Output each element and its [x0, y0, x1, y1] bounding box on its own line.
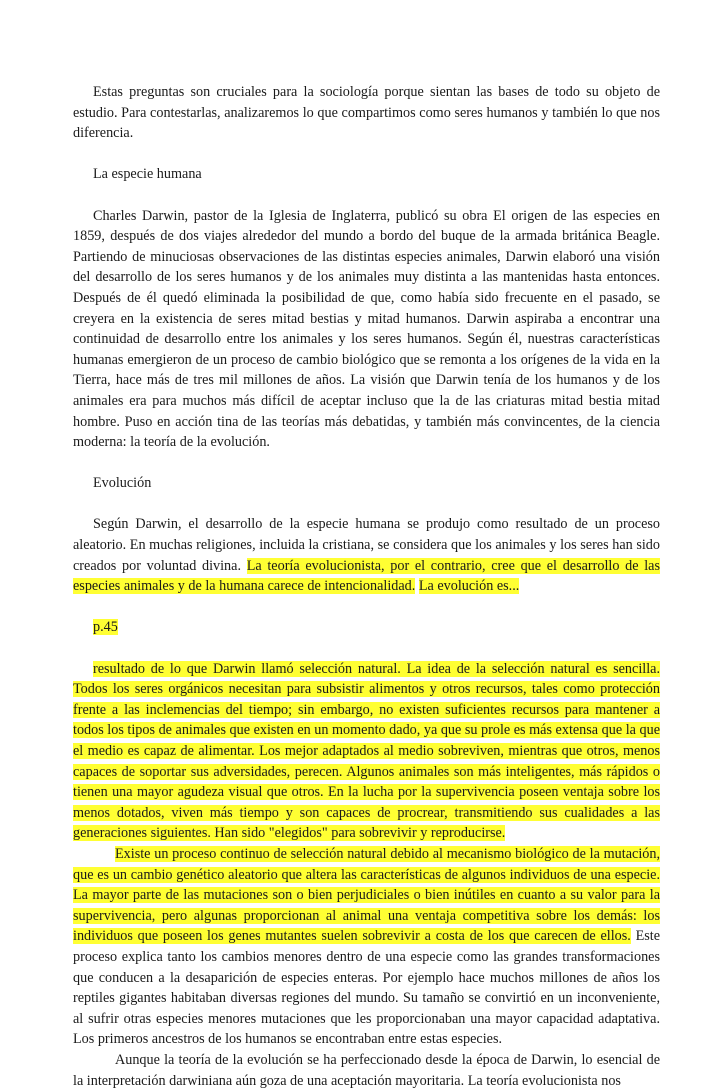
- document-page: [73, 82, 660, 1091]
- paragraph-seleccion-natural: [73, 659, 660, 844]
- section-heading-evolucion: Evolución: [93, 475, 152, 492]
- page-marker: [73, 617, 660, 638]
- highlighted-text: La teoría evolucionista, por el contrario, cree que el desarrollo de las especies animales y de la humana carece de intencionalidad.: [73, 557, 660, 595]
- highlighted-text: Existe un proceso continuo de selección natural debido al mecanismo biológico de la mutación, que es un cambio genético aleatorio que altera las características de algunos individuos de una especie. La mayor parte de las mutaciones son o bien perjudiciales o bien inútiles en cuanto a su valor para la supervivencia, pero algunas proporcionan al animal una ventaja competitiva sobre los demás: los individuos que poseen los genes mutantes suelen sobrevivir a costa de los que carecen de ellos.: [73, 845, 660, 945]
- paragraph-mutacion-text: Este proceso explica tanto los cambios menores dentro de una especie como las grandes transformaciones que conducen a la desaparición de especies enteras. Por ejemplo hace muchos millones de años los reptiles gigantes habitaban diversas regiones del mundo. Su tamaño se convirtió en un inconveniente, al sufrir otras especies menores mutaciones que les proporcionaban una mayor capacidad adaptativa. Los primeros ancestros de los humanos se encontraban entre estas especies.: [73, 928, 660, 1048]
- paragraph-mutacion: [73, 844, 660, 1050]
- paragraph-teoria-evolucionista: Aunque la teoría de la evolución se ha perfeccionado desde la época de Darwin, lo esencial de la interpretación darwiniana aún goza de una aceptación mayoritaria. La teoría evolucionista nos: [73, 1051, 660, 1089]
- paragraph-evolucion-text: Según Darwin, el desarrollo de la especie humana se produjo como resultado de un proceso aleatorio. En muchas religiones, incluida la cristiana, se considera que los animales y los seres han sido creados por voluntad divina.: [73, 516, 660, 574]
- paragraph-evolucion: [73, 514, 660, 596]
- paragraph-darwin: Charles Darwin, pastor de la Iglesia de Inglaterra, publicó su obra El origen de las especies en 1859, después de dos viajes alrededor del mundo a bordo del buque de la armada británica Beagle. Partiendo de minuciosas observaciones de las distintas especies animales, Darwin elaboró una visión del desarrollo de los seres humanos y de los animales muy distinta a las mantenidas hasta entonces. Después de él quedó eliminada la posibilidad de que, como había sido frecuente en el pasado, se creyera en la existencia de seres mitad bestias y mitad humanos. Darwin aspiraba a encontrar una continuidad de desarrollo entre los animales y los seres humanos. Según él, nuestras características humanas emergieron de un proceso de cambio biológico que se remonta a los orígenes de la vida en la Tierra, hace más de tres mil millones de años. La visión que Darwin tenía de los humanos y de los animales era para muchos más difícil de aceptar incluso que la de las criaturas mitad bestia mitad hombre. Puso en acción tina de las teorías más debatidas, y también más convincentes, de la ciencia moderna: la teoría de la evolución.: [73, 207, 660, 451]
- highlighted-text: resultado de lo que Darwin llamó selección natural. La idea de la selección natural es sencilla. Todos los seres orgánicos necesitan para subsistir alimentos y otros recursos, tales como protección frente a las inclemencias del tiempo; sin embargo, no existen suficientes recursos para mantener a todos los tipos de animales que existen en un momento dado, ya que su prole es más extensa que la que el medio es capaz de alimentar. Los mejor adaptados al medio sobreviven, mientras que otros, menos capaces de soportar sus adversidades, perecen. Algunos animales son más inteligentes, más rápidos o tienen una mayor agudeza visual que otros. En la lucha por la supervivencia poseen ventaja sobre los menos dotados, viven más tiempo y son capaces de procrear, transmitiendo sus cualidades a las generaciones siguientes. Han sido "elegidos" para sobrevivir y reproducirse.: [73, 660, 660, 842]
- paragraph-intro: Estas preguntas son cruciales para la sociología porque sientan las bases de todo su objeto de estudio. Para contestarlas, analizaremos lo que compartimos como seres humanos y también lo que nos diferencia.: [73, 84, 660, 142]
- section-heading-especie-humana: La especie humana: [93, 166, 202, 183]
- page-marker-text: p.45: [93, 619, 118, 636]
- highlighted-text: La evolución es...: [418, 578, 520, 595]
